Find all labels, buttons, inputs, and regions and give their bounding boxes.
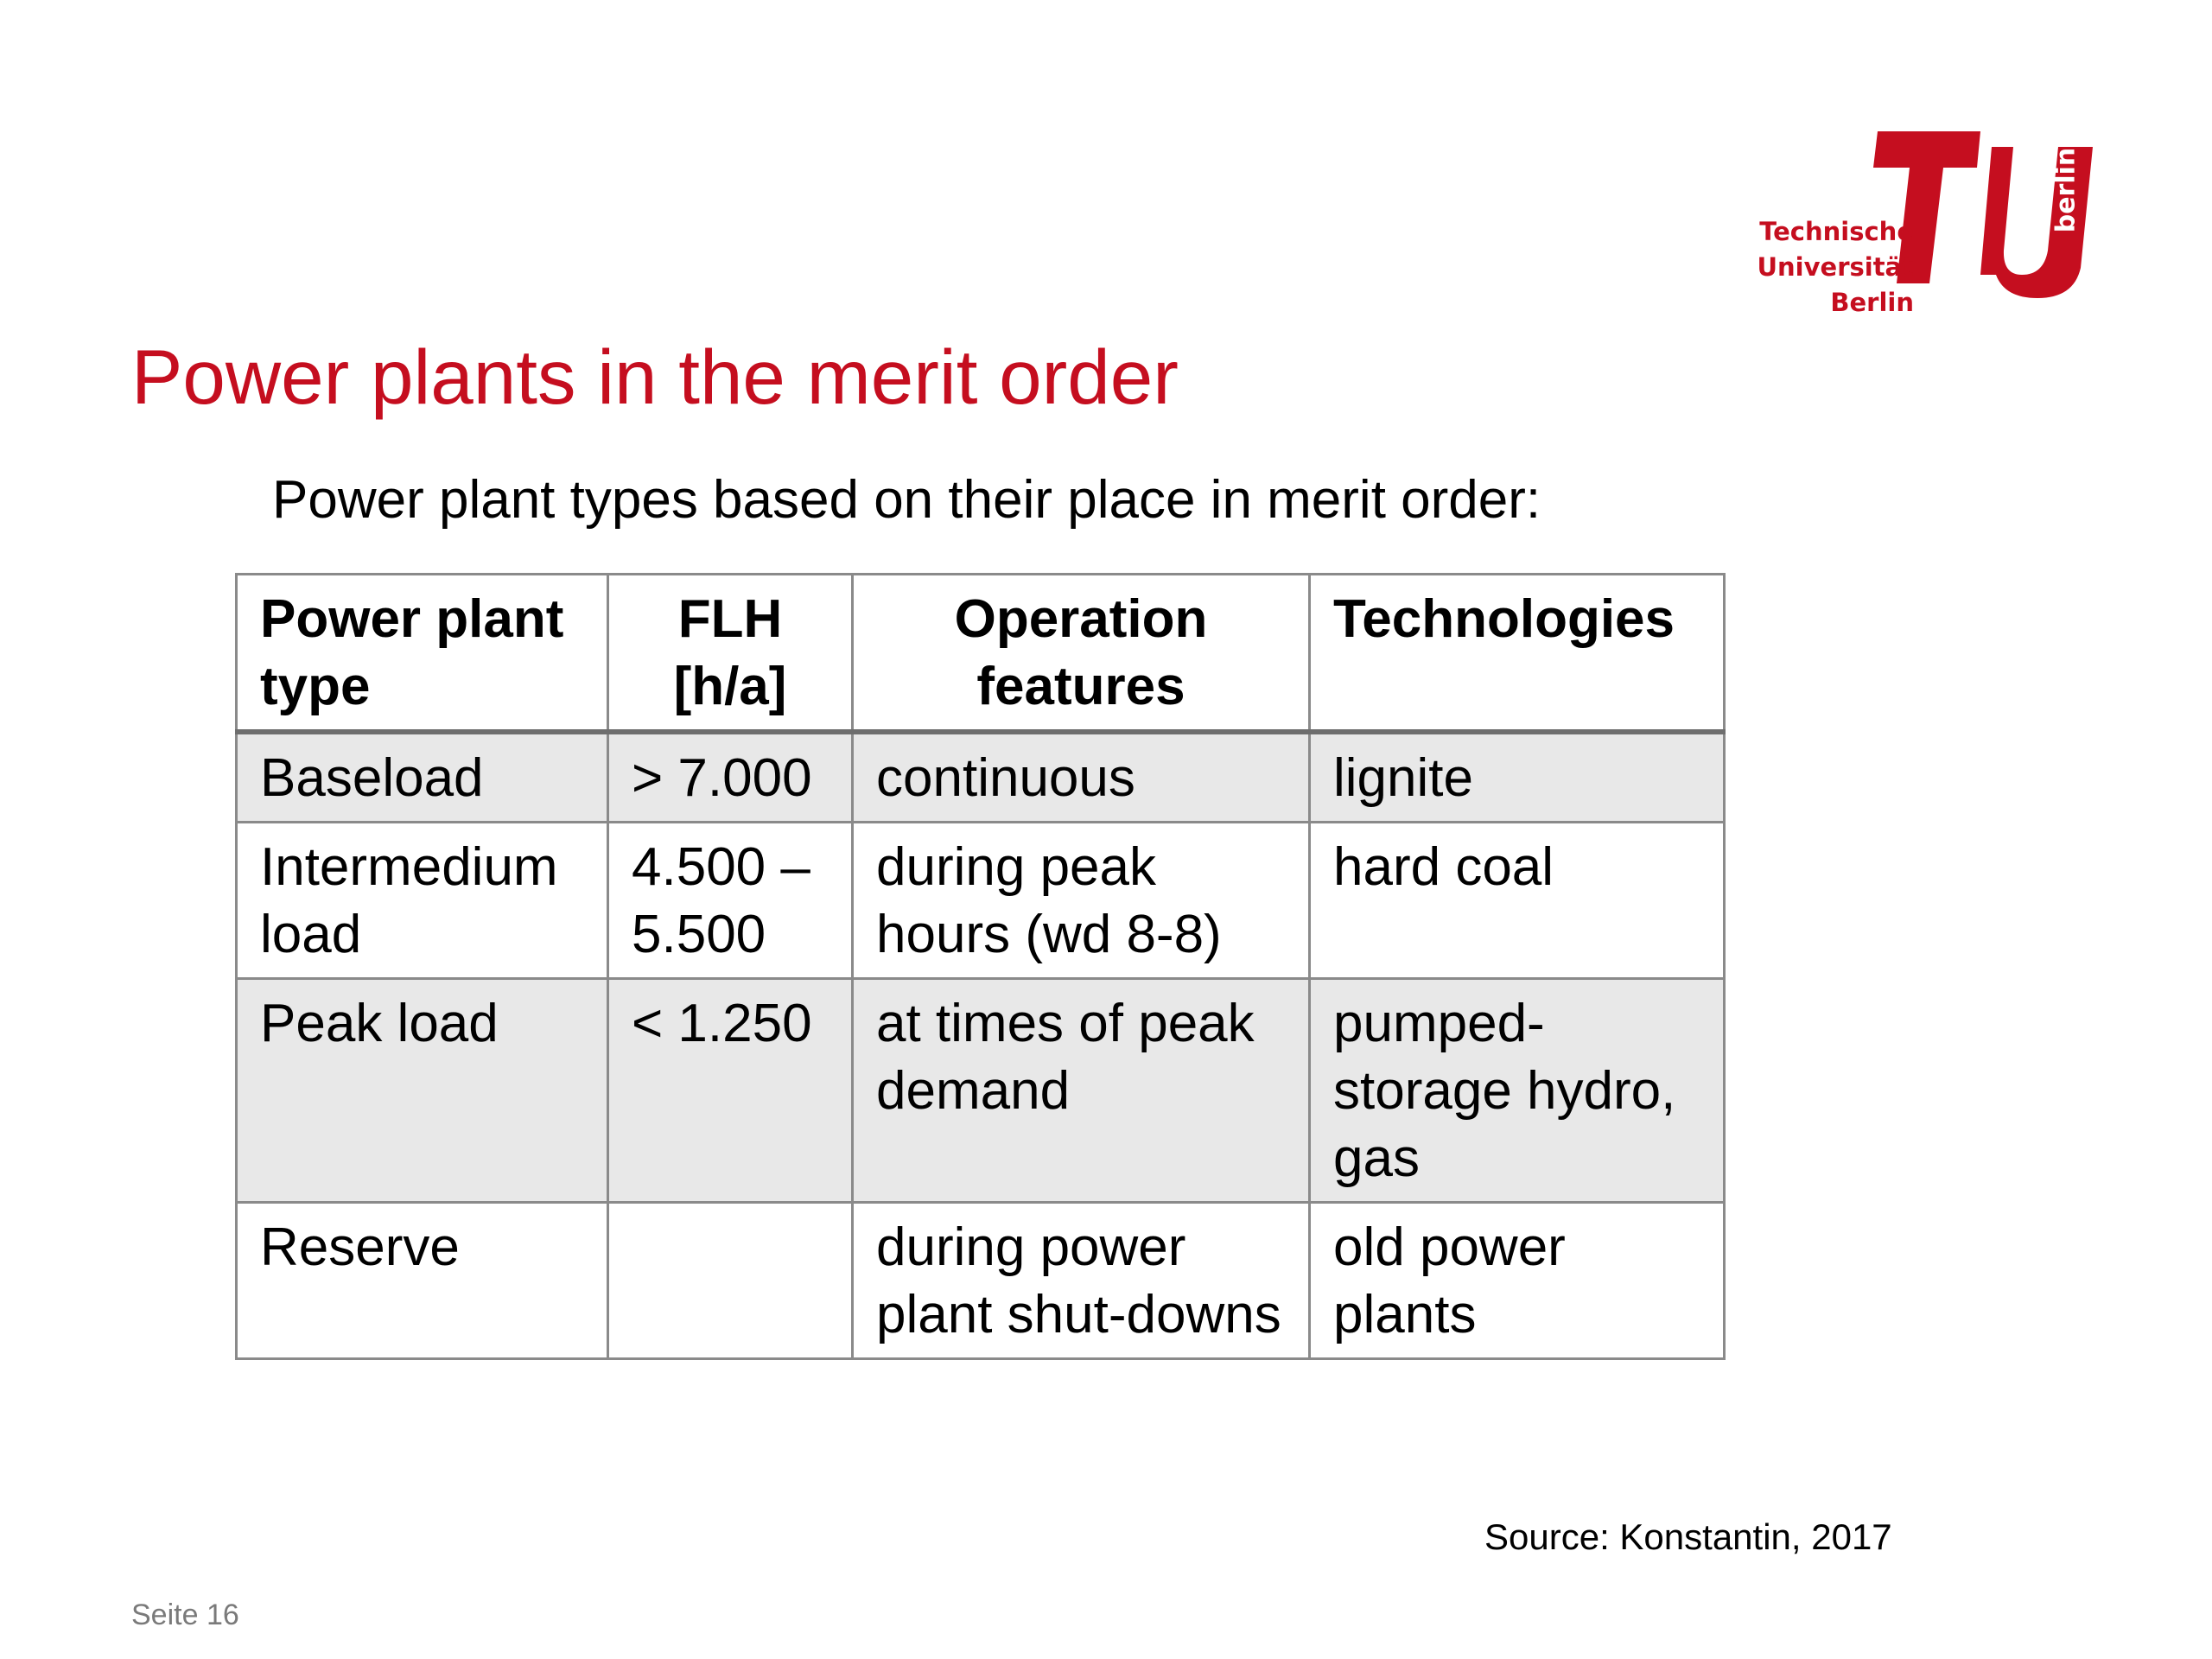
header-power-plant-type: Power plant type [237, 575, 608, 733]
source-citation: Source: Konstantin, 2017 [1484, 1516, 1892, 1557]
cell-operation: continuous [853, 732, 1310, 823]
cell-type: Baseload [237, 732, 608, 823]
cell-flh: < 1.250 [608, 979, 853, 1203]
table-row [237, 1203, 1725, 1359]
cell-technologies: old power plants [1310, 1203, 1725, 1359]
cell-flh [608, 1203, 853, 1359]
logo-vertical-label [2050, 147, 2082, 233]
cell-operation: during peak hours (wd 8-8) [853, 823, 1310, 979]
header-technologies: Technologies [1310, 575, 1725, 733]
table-row [237, 979, 1725, 1203]
cell-type: Reserve [237, 1203, 608, 1359]
cell-flh: > 7.000 [608, 732, 853, 823]
page-number: Seite 16 [131, 1599, 239, 1631]
logo-line-universitat: Universität [1757, 252, 1914, 282]
header-flh: FLH [h/a] [608, 575, 853, 733]
cell-flh: 4.500 – 5.500 [608, 823, 853, 979]
tu-berlin-logo [1745, 121, 2108, 337]
slide-title: Power plants in the merit order [131, 334, 1179, 420]
slide-subtitle: Power plant types based on their place in merit order: [272, 470, 1541, 530]
logo-line-technische: Technische [1759, 217, 1914, 246]
table-header-row [237, 575, 1725, 733]
table-row [237, 732, 1725, 823]
logo-wordmark [1757, 214, 1914, 321]
logo-line-berlin: Berlin [1830, 288, 1914, 317]
header-operation-features: Operation features [853, 575, 1310, 733]
cell-type: Peak load [237, 979, 608, 1203]
cell-operation: during power plant shut-downs [853, 1203, 1310, 1359]
cell-type: Intermedium load [237, 823, 608, 979]
cell-technologies: pumped-storage hydro, gas [1310, 979, 1725, 1203]
merit-order-table [235, 573, 1726, 1360]
table-row [237, 823, 1725, 979]
cell-technologies: hard coal [1310, 823, 1725, 979]
cell-technologies: lignite [1310, 732, 1725, 823]
logo-vertical-berlin: berlin [2050, 147, 2082, 233]
cell-operation: at times of peak demand [853, 979, 1310, 1203]
